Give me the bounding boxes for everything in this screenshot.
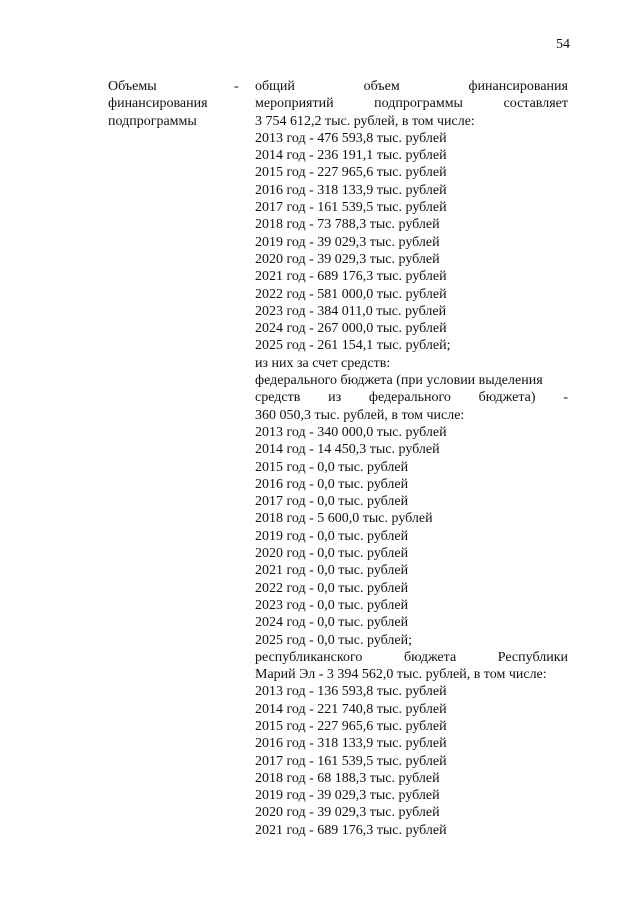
year-row: 2017 год - 161 539,5 тыс. рублей <box>255 200 447 216</box>
federal-intro-line-1: федерального бюджета (при условии выделения <box>255 373 543 389</box>
year-row: 2020 год - 39 029,3 тыс. рублей <box>255 805 440 821</box>
total-intro-line-1 <box>255 78 568 95</box>
year-row: 2025 год - 0,0 тыс. рублей; <box>255 632 413 648</box>
total-amount-line: 3 754 612,2 тыс. рублей, в том числе: <box>255 113 475 129</box>
republic-amount-line: Марий Эл - 3 394 562,0 тыс. рублей, в том числе: <box>255 667 547 683</box>
section-label-line: финансирования <box>108 96 208 112</box>
year-row: 2019 год - 39 029,3 тыс. рублей <box>255 234 440 250</box>
year-row: 2013 год - 476 593,8 тыс. рублей <box>255 130 447 146</box>
year-row: 2024 год - 0,0 тыс. рублей <box>255 615 409 631</box>
word: мероприятий <box>255 96 334 112</box>
section-label-line: Объемы <box>108 79 157 94</box>
word: бюджета <box>403 649 457 665</box>
year-row: 2015 год - 227 965,6 тыс. рублей <box>255 165 447 181</box>
word: бюджета) <box>478 390 536 406</box>
word: объем <box>363 79 400 94</box>
page-number: 54 <box>556 37 570 52</box>
word: Республики <box>497 649 568 665</box>
year-row: 2020 год - 39 029,3 тыс. рублей <box>255 251 440 267</box>
year-row: 2013 год - 136 593,8 тыс. рублей <box>255 684 447 700</box>
year-row: 2016 год - 0,0 тыс. рублей <box>255 476 409 492</box>
year-row: 2014 год - 236 191,1 тыс. рублей <box>255 148 447 164</box>
year-row: 2021 год - 689 176,3 тыс. рублей <box>255 822 447 838</box>
year-row: 2013 год - 340 000,0 тыс. рублей <box>255 424 447 440</box>
year-row: 2018 год - 68 188,3 тыс. рублей <box>255 770 440 786</box>
word: из <box>328 390 342 406</box>
label-dash: - <box>234 79 239 94</box>
year-row: 2018 год - 5 600,0 тыс. рублей <box>255 511 433 527</box>
word: федерального <box>368 390 451 406</box>
sources-intro: из них за счет средств: <box>255 355 391 371</box>
year-row: 2023 год - 0,0 тыс. рублей <box>255 597 409 613</box>
word: финансирования <box>468 79 568 94</box>
republic-intro-line-1 <box>255 649 568 666</box>
federal-intro-line-2 <box>255 389 568 406</box>
year-row: 2019 год - 0,0 тыс. рублей <box>255 528 409 544</box>
year-row: 2015 год - 0,0 тыс. рублей <box>255 459 409 475</box>
year-row: 2022 год - 581 000,0 тыс. рублей <box>255 286 447 302</box>
year-row: 2016 год - 318 133,9 тыс. рублей <box>255 736 447 752</box>
word: - <box>563 390 568 406</box>
year-row: 2023 год - 384 011,0 тыс. рублей <box>255 303 447 319</box>
year-row: 2019 год - 39 029,3 тыс. рублей <box>255 788 440 804</box>
year-row: 2014 год - 14 450,3 тыс. рублей <box>255 442 440 458</box>
section-label <box>108 78 218 130</box>
federal-amount-line: 360 050,3 тыс. рублей, в том числе: <box>255 407 465 423</box>
year-row: 2022 год - 0,0 тыс. рублей <box>255 580 409 596</box>
word: составляет <box>503 96 568 112</box>
word: республиканского <box>255 649 363 665</box>
year-row: 2017 год - 161 539,5 тыс. рублей <box>255 753 447 769</box>
section-label-line: подпрограммы <box>108 113 197 129</box>
year-row: 2021 год - 689 176,3 тыс. рублей <box>255 269 447 285</box>
word: общий <box>255 79 295 94</box>
word: средств <box>255 390 301 406</box>
total-intro-line-2 <box>255 95 568 112</box>
year-row: 2017 год - 0,0 тыс. рублей <box>255 494 409 510</box>
year-row: 2014 год - 221 740,8 тыс. рублей <box>255 701 447 717</box>
year-row: 2020 год - 0,0 тыс. рублей <box>255 546 409 562</box>
funding-description <box>255 78 568 839</box>
republic-years-list <box>255 683 568 839</box>
year-row: 2016 год - 318 133,9 тыс. рублей <box>255 182 447 198</box>
word: подпрограммы <box>374 96 463 112</box>
year-row: 2018 год - 73 788,3 тыс. рублей <box>255 217 440 233</box>
year-row: 2025 год - 261 154,1 тыс. рублей; <box>255 338 451 354</box>
year-row: 2024 год - 267 000,0 тыс. рублей <box>255 321 447 337</box>
federal-years-list <box>255 424 568 649</box>
year-row: 2015 год - 227 965,6 тыс. рублей <box>255 718 447 734</box>
year-row: 2021 год - 0,0 тыс. рублей <box>255 563 409 579</box>
total-years-list <box>255 130 568 355</box>
